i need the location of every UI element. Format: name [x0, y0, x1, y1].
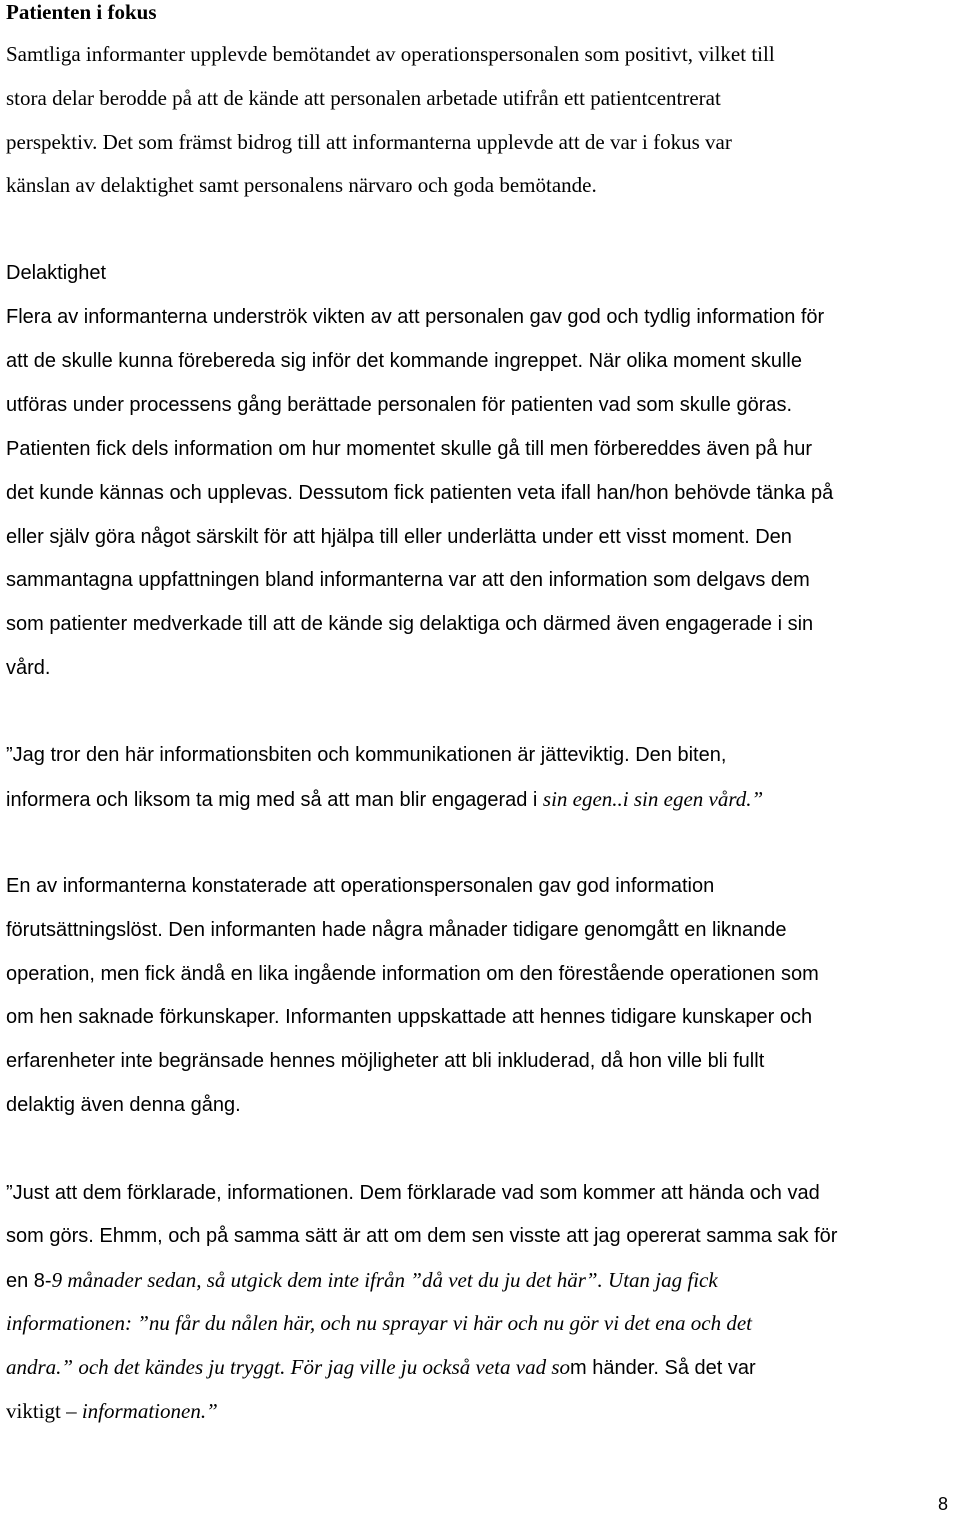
- quote-text-italic: sin egen..i sin egen vård.”: [542, 787, 764, 811]
- text-line: stora delar berodde på att de kände att personalen arbetade utifrån ett patientcentrerat: [6, 86, 721, 110]
- text-line: Flera av informanterna underströk vikten av att personalen gav god och tydlig information för: [6, 306, 825, 328]
- quote-line: som görs. Ehmm, och på samma sätt är att om dem sen visste att jag opererat samma sak för: [6, 1225, 838, 1247]
- text-line: vård.: [6, 657, 51, 679]
- quote-text-italic: andra.” och det kändes ju tryggt. För jag ville ju också veta vad so: [6, 1355, 570, 1379]
- text-line: Samtliga informanter upplevde bemötandet av operationspersonalen som positivt, vilket till: [6, 42, 775, 66]
- quote-text: informera och liksom ta mig med så att man blir engagerad i: [6, 789, 543, 811]
- quote-line: [6, 786, 763, 813]
- text-line: som patienter medverkade till att de kände sig delaktiga och därmed även engagerade i sin: [6, 613, 814, 635]
- text-line: känslan av delaktighet samt personalens närvaro och goda bemötande.: [6, 173, 597, 197]
- quote-line: [6, 1267, 718, 1294]
- quote-text: viktigt –: [6, 1399, 82, 1423]
- page-number: 8: [937, 1494, 948, 1514]
- subsection-heading: Delaktighet: [6, 262, 107, 284]
- text-line: utföras under processens gång berättade personalen för patienten vad som skulle göras.: [6, 394, 793, 416]
- text-line: En av informanterna konstaterade att operationspersonalen gav god information: [6, 875, 715, 897]
- quote-line: [6, 1398, 218, 1424]
- text-line: delaktig även denna gång.: [6, 1094, 241, 1116]
- text-line: eller själv göra något särskilt för att hjälpa till eller underlätta under ett visst moment. Den: [6, 526, 792, 548]
- quote-line: informationen: ”nu får du nålen här, och nu sprayar vi här och nu gör vi det ena och det: [6, 1311, 753, 1335]
- quote-text: m händer. Så det var: [570, 1357, 756, 1379]
- text-line: sammantagna uppfattningen bland informanterna var att den information som delgavs dem: [6, 569, 810, 591]
- text-line: att de skulle kunna förebereda sig inför det kommande ingreppet. När olika moment skulle: [6, 350, 802, 372]
- section-heading: Patienten i fokus: [6, 0, 157, 24]
- quote-text-italic: informationen.”: [81, 1399, 218, 1423]
- quote-text: en 8-: [6, 1270, 52, 1292]
- text-line: operation, men fick ändå en lika ingående information om den förestående operationen som: [6, 963, 819, 985]
- text-line: Patienten fick dels information om hur momentet skulle gå till men förbereddes även på hur: [6, 438, 812, 460]
- quote-line: ”Just att dem förklarade, informationen. Dem förklarade vad som kommer att hända och vad: [6, 1182, 820, 1204]
- quote-text-italic: 9 månader sedan, så utgick dem inte ifrån ”då vet du ju det här”. Utan jag fick: [51, 1268, 718, 1292]
- text-line: om hen saknade förkunskaper. Informanten uppskattade att hennes tidigare kunskaper och: [6, 1006, 813, 1028]
- text-line: perspektiv. Det som främst bidrog till att informanterna upplevde att de var i fokus var: [6, 130, 732, 154]
- quote-line: ”Jag tror den här informationsbiten och kommunikationen är jätteviktig. Den biten,: [6, 744, 727, 766]
- text-line: förutsättningslöst. Den informanten hade några månader tidigare genomgått en liknande: [6, 919, 787, 941]
- quote-line: [6, 1354, 756, 1381]
- text-line: det kunde kännas och upplevas. Dessutom fick patienten veta ifall han/hon behövde tänka på: [6, 482, 834, 504]
- text-line: erfarenheter inte begränsade hennes möjligheter att bli inkluderad, då hon ville bli fullt: [6, 1050, 765, 1072]
